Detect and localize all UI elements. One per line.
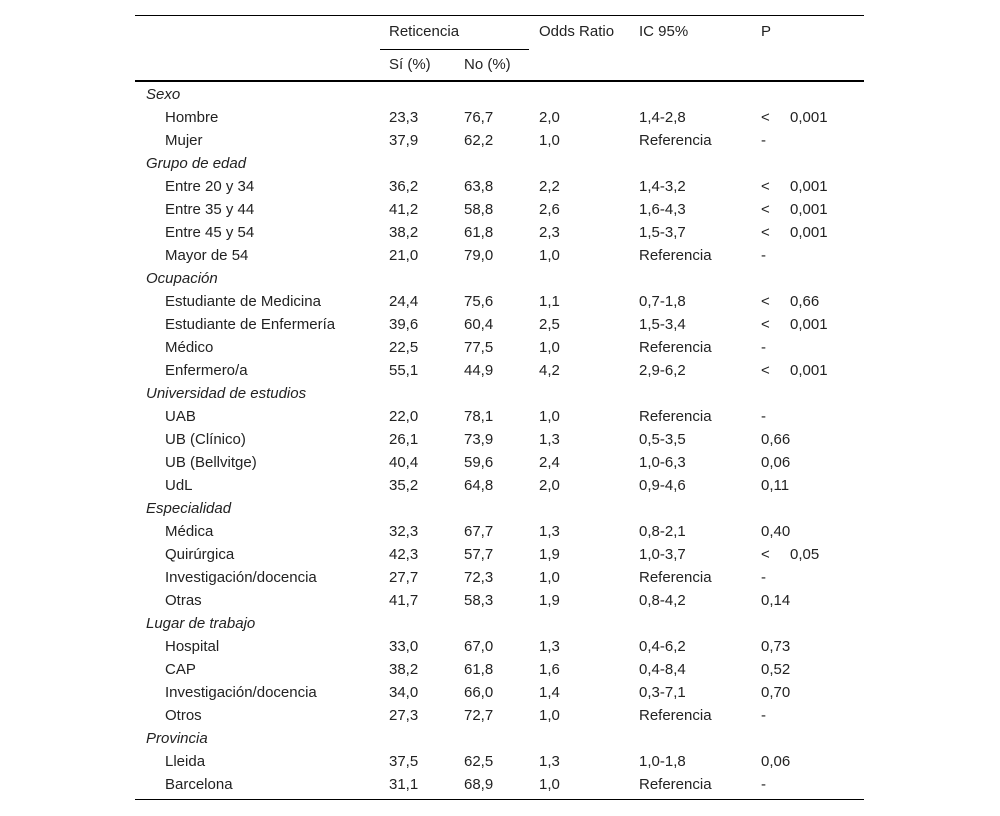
cell-si: 38,2	[389, 661, 419, 678]
cell-p: -	[761, 339, 766, 356]
cell-ic: Referencia	[639, 408, 712, 425]
cell-si: 40,4	[389, 454, 419, 471]
table-body	[135, 83, 864, 796]
cell-no: 60,4	[464, 316, 494, 333]
cell-p: 0,66	[790, 293, 820, 310]
cell-no: 67,7	[464, 523, 494, 540]
cell-odds-ratio: 2,0	[539, 477, 560, 494]
category-row	[135, 267, 864, 290]
category-row	[135, 612, 864, 635]
cell-no: 75,6	[464, 293, 494, 310]
table-row	[135, 221, 864, 244]
cell-ic: 1,4-2,8	[639, 109, 686, 126]
category-row	[135, 382, 864, 405]
cell-no: 72,3	[464, 569, 494, 586]
row-label: Enfermero/a	[165, 362, 248, 379]
table-row	[135, 336, 864, 359]
category-label: Lugar de trabajo	[146, 615, 256, 632]
category-row	[135, 152, 864, 175]
row-label: UAB	[165, 408, 196, 425]
cell-p: 0,001	[790, 178, 828, 195]
cell-p-less-than: <	[761, 201, 770, 218]
row-label: CAP	[165, 661, 196, 678]
category-label: Grupo de edad	[146, 155, 247, 172]
cell-odds-ratio: 1,0	[539, 132, 560, 149]
header-si: Sí (%)	[389, 56, 431, 73]
header-p: P	[761, 23, 772, 40]
cell-odds-ratio: 2,4	[539, 454, 560, 471]
cell-p: -	[761, 247, 766, 264]
cell-p: -	[761, 569, 766, 586]
table-row	[135, 520, 864, 543]
cell-no: 64,8	[464, 477, 494, 494]
cell-p: -	[761, 776, 766, 793]
cell-ic: 2,9-6,2	[639, 362, 686, 379]
cell-si: 22,5	[389, 339, 419, 356]
cell-ic: Referencia	[639, 707, 712, 724]
header-no: No (%)	[464, 56, 511, 73]
cell-si: 42,3	[389, 546, 419, 563]
table-row	[135, 290, 864, 313]
table-bottom-rule	[135, 799, 864, 800]
cell-odds-ratio: 1,3	[539, 638, 560, 655]
table-row	[135, 106, 864, 129]
table-top-rule	[135, 15, 864, 16]
table-row	[135, 451, 864, 474]
cell-odds-ratio: 1,0	[539, 339, 560, 356]
cell-si: 31,1	[389, 776, 419, 793]
cell-p-less-than: <	[761, 293, 770, 310]
row-label: Investigación/docencia	[165, 569, 317, 586]
cell-odds-ratio: 1,0	[539, 247, 560, 264]
cell-odds-ratio: 1,0	[539, 408, 560, 425]
cell-no: 61,8	[464, 224, 494, 241]
cell-no: 63,8	[464, 178, 494, 195]
header-bottom-rule	[135, 80, 864, 82]
cell-ic: Referencia	[639, 569, 712, 586]
cell-p-less-than: <	[761, 362, 770, 379]
cell-p-less-than: <	[761, 109, 770, 126]
cell-p-less-than: <	[761, 316, 770, 333]
cell-si: 27,3	[389, 707, 419, 724]
row-label: Médico	[165, 339, 214, 356]
category-label: Universidad de estudios	[146, 385, 307, 402]
row-label: Hospital	[165, 638, 220, 655]
table-row	[135, 658, 864, 681]
cell-no: 66,0	[464, 684, 494, 701]
table-row	[135, 313, 864, 336]
row-label: UdL	[165, 477, 193, 494]
row-label: Otras	[165, 592, 202, 609]
cell-no: 58,8	[464, 201, 494, 218]
cell-odds-ratio: 1,9	[539, 546, 560, 563]
cell-odds-ratio: 1,3	[539, 431, 560, 448]
cell-ic: Referencia	[639, 247, 712, 264]
header-ic: IC 95%	[639, 23, 689, 40]
cell-no: 73,9	[464, 431, 494, 448]
cell-p: 0,40	[761, 523, 791, 540]
cell-p: 0,001	[790, 201, 828, 218]
cell-no: 76,7	[464, 109, 494, 126]
cell-p: 0,001	[790, 362, 828, 379]
cell-ic: 1,0-6,3	[639, 454, 686, 471]
cell-odds-ratio: 2,0	[539, 109, 560, 126]
cell-no: 59,6	[464, 454, 494, 471]
cell-p-less-than: <	[761, 224, 770, 241]
cell-p: 0,73	[761, 638, 791, 655]
row-label: UB (Bellvitge)	[165, 454, 257, 471]
table-row	[135, 428, 864, 451]
cell-p: 0,70	[761, 684, 791, 701]
cell-p: -	[761, 707, 766, 724]
cell-ic: Referencia	[639, 776, 712, 793]
cell-si: 35,2	[389, 477, 419, 494]
table-row	[135, 635, 864, 658]
cell-si: 23,3	[389, 109, 419, 126]
category-row	[135, 83, 864, 106]
table-row	[135, 129, 864, 152]
cell-ic: 1,4-3,2	[639, 178, 686, 195]
row-label: Mayor de 54	[165, 247, 249, 264]
cell-ic: 0,9-4,6	[639, 477, 686, 494]
cell-si: 34,0	[389, 684, 419, 701]
table-row	[135, 405, 864, 428]
row-label: Otros	[165, 707, 202, 724]
category-label: Sexo	[146, 86, 181, 103]
table-row	[135, 750, 864, 773]
cell-odds-ratio: 1,0	[539, 707, 560, 724]
cell-odds-ratio: 2,5	[539, 316, 560, 333]
cell-p: 0,001	[790, 316, 828, 333]
category-row	[135, 727, 864, 750]
cell-ic: 1,5-3,4	[639, 316, 686, 333]
row-label: Entre 35 y 44	[165, 201, 255, 218]
cell-si: 26,1	[389, 431, 419, 448]
header-reticencia: Reticencia	[389, 23, 460, 40]
table-row	[135, 359, 864, 382]
row-label: Hombre	[165, 109, 219, 126]
cell-si: 37,9	[389, 132, 419, 149]
table-row	[135, 175, 864, 198]
cell-p-less-than: <	[761, 178, 770, 195]
cell-ic: 0,5-3,5	[639, 431, 686, 448]
cell-no: 57,7	[464, 546, 494, 563]
row-label: Entre 45 y 54	[165, 224, 255, 241]
cell-si: 33,0	[389, 638, 419, 655]
row-label: Barcelona	[165, 776, 233, 793]
cell-p: 0,06	[761, 753, 791, 770]
cell-odds-ratio: 2,3	[539, 224, 560, 241]
cell-si: 21,0	[389, 247, 419, 264]
row-label: Estudiante de Medicina	[165, 293, 321, 310]
cell-no: 67,0	[464, 638, 494, 655]
cell-si: 41,2	[389, 201, 419, 218]
cell-ic: 1,0-1,8	[639, 753, 686, 770]
cell-si: 38,2	[389, 224, 419, 241]
cell-si: 55,1	[389, 362, 419, 379]
cell-no: 62,5	[464, 753, 494, 770]
cell-p: 0,05	[790, 546, 820, 563]
cell-ic: Referencia	[639, 132, 712, 149]
cell-p: 0,001	[790, 109, 828, 126]
cell-no: 79,0	[464, 247, 494, 264]
cell-no: 72,7	[464, 707, 494, 724]
cell-p: 0,11	[761, 477, 790, 494]
row-label: UB (Clínico)	[165, 431, 246, 448]
row-label: Estudiante de Enfermería	[165, 316, 336, 333]
cell-no: 58,3	[464, 592, 494, 609]
cell-odds-ratio: 1,0	[539, 569, 560, 586]
cell-ic: 1,6-4,3	[639, 201, 686, 218]
cell-si: 27,7	[389, 569, 419, 586]
table-row	[135, 198, 864, 221]
row-label: Lleida	[165, 753, 206, 770]
row-label: Mujer	[165, 132, 203, 149]
cell-si: 37,5	[389, 753, 419, 770]
cell-odds-ratio: 1,6	[539, 661, 560, 678]
table-row	[135, 773, 864, 796]
category-label: Ocupación	[146, 270, 218, 287]
table-row	[135, 704, 864, 727]
cell-no: 61,8	[464, 661, 494, 678]
cell-ic: 0,8-4,2	[639, 592, 686, 609]
cell-odds-ratio: 1,3	[539, 753, 560, 770]
cell-si: 32,3	[389, 523, 419, 540]
header-sub-rule	[380, 49, 529, 50]
table-row	[135, 474, 864, 497]
cell-p-less-than: <	[761, 546, 770, 563]
cell-si: 24,4	[389, 293, 419, 310]
table-row	[135, 566, 864, 589]
cell-si: 39,6	[389, 316, 419, 333]
cell-odds-ratio: 1,0	[539, 776, 560, 793]
row-label: Investigación/docencia	[165, 684, 317, 701]
cell-p: 0,14	[761, 592, 791, 609]
cell-ic: Referencia	[639, 339, 712, 356]
cell-no: 62,2	[464, 132, 494, 149]
cell-si: 36,2	[389, 178, 419, 195]
cell-si: 22,0	[389, 408, 419, 425]
header-odds-ratio: Odds Ratio	[539, 23, 615, 40]
cell-ic: 1,0-3,7	[639, 546, 686, 563]
category-row	[135, 497, 864, 520]
cell-odds-ratio: 1,1	[539, 293, 560, 310]
category-label: Especialidad	[146, 500, 232, 517]
cell-odds-ratio: 4,2	[539, 362, 560, 379]
cell-odds-ratio: 1,3	[539, 523, 560, 540]
cell-odds-ratio: 2,6	[539, 201, 560, 218]
cell-no: 68,9	[464, 776, 494, 793]
cell-odds-ratio: 2,2	[539, 178, 560, 195]
row-label: Médica	[165, 523, 214, 540]
table-row	[135, 244, 864, 267]
row-label: Quirúrgica	[165, 546, 235, 563]
cell-odds-ratio: 1,4	[539, 684, 560, 701]
cell-ic: 0,4-6,2	[639, 638, 686, 655]
table-row	[135, 681, 864, 704]
table-row	[135, 543, 864, 566]
cell-p: 0,52	[761, 661, 791, 678]
row-label: Entre 20 y 34	[165, 178, 255, 195]
cell-p: 0,001	[790, 224, 828, 241]
cell-odds-ratio: 1,9	[539, 592, 560, 609]
cell-ic: 0,3-7,1	[639, 684, 686, 701]
cell-no: 44,9	[464, 362, 494, 379]
cell-si: 41,7	[389, 592, 419, 609]
table-row	[135, 589, 864, 612]
cell-no: 77,5	[464, 339, 494, 356]
cell-p: -	[761, 132, 766, 149]
cell-no: 78,1	[464, 408, 494, 425]
cell-ic: 0,8-2,1	[639, 523, 686, 540]
cell-p: -	[761, 408, 766, 425]
cell-ic: 0,7-1,8	[639, 293, 686, 310]
cell-p: 0,06	[761, 454, 791, 471]
cell-ic: 0,4-8,4	[639, 661, 686, 678]
category-label: Provincia	[146, 730, 208, 747]
cell-ic: 1,5-3,7	[639, 224, 686, 241]
cell-p: 0,66	[761, 431, 791, 448]
